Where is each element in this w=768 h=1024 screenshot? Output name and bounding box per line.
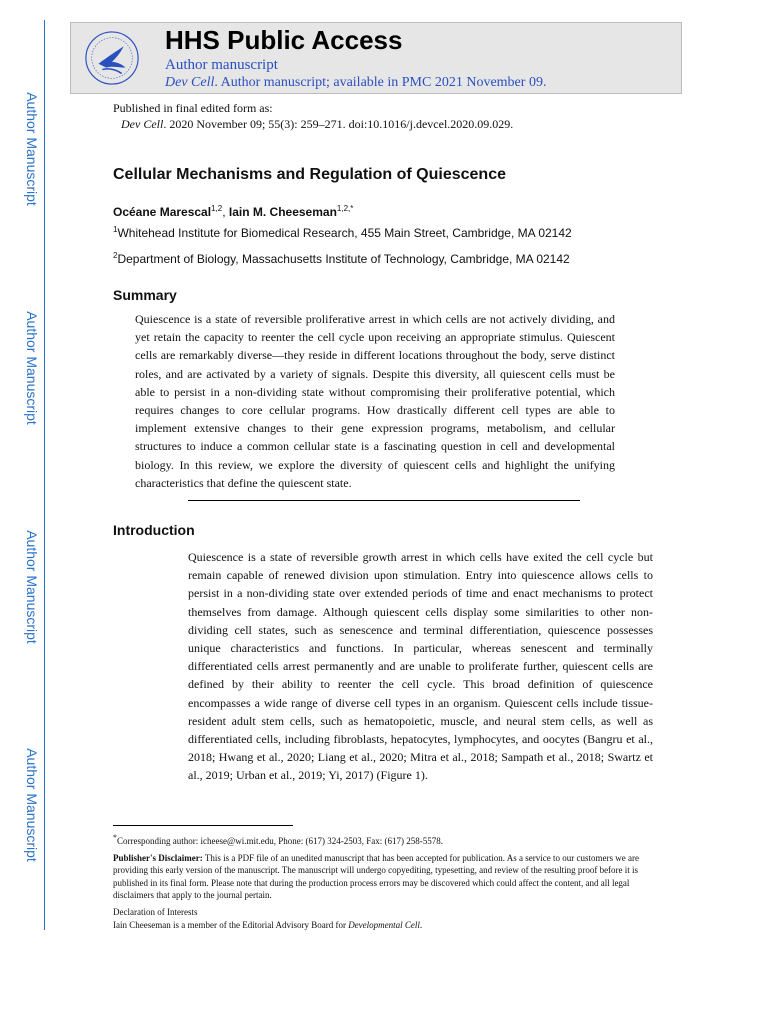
introduction-paragraph: Quiescence is a state of reversible growth arrest in which cells have exited the cell cycle but remain capable of renewed division upon stimulation. Entry into quiescence allows cells to persist in a non-dividing state over extended periods of time and enact mechanisms to protect themselves from damage. Although quiescent cells display some similarities to other non-dividing cell states, such as senescence and terminal differentiation, quiescence possesses unique characteristics and functions. In particular, whereas senescent and terminally differentiated cells arrest permanently and are unable to proliferate further, quiescent cells are defined by their ability to reenter the cell cycle. This broad definition of quiescence encompasses a wide range of diverse cell types in an organism. Quiescent cells include tissue-resident adult stem cells, such as hematopoietic, muscle, and neural stem cells, as well as differentiated cells, including fibroblasts, hepatocytes, lymphocytes, and oocytes (Bangru et al., 2018; Hwang et al., 2020; Liang et al., 2020; Mitra et al., 2018; Sampath et al., 2018; Swartz et al., 2019; Urban et al., 2019; Yi, 2017) (Figure 1). — [188, 550, 653, 783]
citation-line: Dev Cell. 2020 November 09; 55(3): 259–271. doi:10.1016/j.devcel.2020.09.029. — [121, 117, 514, 131]
author-list: Océane Marescal$^{1,2}$, Iain M. Cheeseman$^{1,2,*}$ — [113, 204, 354, 219]
summary-heading: Summary — [113, 287, 177, 303]
header-availability: Dev Cell. Author manuscript; available in PMC 2021 November 09. — [165, 75, 547, 90]
introduction-heading: Introduction — [113, 522, 195, 538]
article-title: Cellular Mechanisms and Regulation of Quiescence — [113, 166, 506, 183]
side-label-author-manuscript: Author Manuscript — [24, 92, 40, 206]
corresponding-author-note: *Corresponding author: icheese@wi.mit.edu, Phone: (617) 324-2503, Fax: (617) 258-5578. — [113, 833, 443, 846]
publisher-disclaimer: Publisher's Disclaimer: This is a PDF file of an unedited manuscript that has been accepted for publication. As a service to our customers we are providing this early version of the manuscript. The manuscript will undergo copyediting, typesetting, and review of the resulting proof before it is published in its final form. Please note that during the production process errors may be discovered which could affect the content, and all legal disclaimers that apply to the journal pertain. — [113, 853, 639, 901]
margin-rule — [44, 20, 45, 930]
summary-paragraph: Quiescence is a state of reversible proliferative arrest in which cells are not actively dividing, and yet retain the capacity to reenter the cell cycle upon receiving an appropriate stimulus. Quiescent cells are remarkably diverse—they reside in different locations throughout the body, serve distinct roles, and are activated by a variety of signals. Despite this diversity, all quiescent cells must be able to persist in a non-dividing state without compromising their proliferative potential, which requires changes to core cellular programs. How drastically different cell types are able to implement extensive changes to their gene expression programs, metabolism, and cellular structures to induce a common cellular state is a fascinating question in cell and developmental biology. In this review, we explore the diversity of quiescent cells and highlight the unifying characteristics that define the quiescent state. — [135, 312, 615, 490]
header-journal[interactable]: Dev Cell — [165, 75, 215, 90]
declaration-heading: Declaration of Interests — [113, 907, 198, 917]
affiliation-2: $^2$Department of Biology, Massachusetts Institute of Technology, Cambridge, MA 02142 — [113, 251, 570, 266]
side-label-author-manuscript: Author Manuscript — [24, 311, 40, 425]
hhs-eagle-logo-icon — [83, 29, 141, 87]
published-in-label: Published in final edited form as: — [113, 101, 273, 115]
author-name: Iain M. Cheeseman — [228, 205, 337, 219]
header-title: HHS Public Access — [165, 25, 403, 55]
declaration-text: Iain Cheeseman is a member of the Editorial Advisory Board for Developmental Cell. — [113, 920, 423, 930]
footnote-rule — [113, 825, 293, 826]
section-divider — [188, 500, 580, 501]
side-label-author-manuscript: Author Manuscript — [24, 530, 40, 644]
header-subtitle: Author manuscript — [165, 57, 278, 73]
affiliation-1: $^1$Whitehead Institute for Biomedical Research, 455 Main Street, Cambridge, MA 02142 — [113, 225, 572, 240]
hhs-header-banner — [70, 22, 682, 94]
side-label-author-manuscript: Author Manuscript — [24, 748, 40, 862]
author-name: Océane Marescal — [113, 205, 212, 219]
